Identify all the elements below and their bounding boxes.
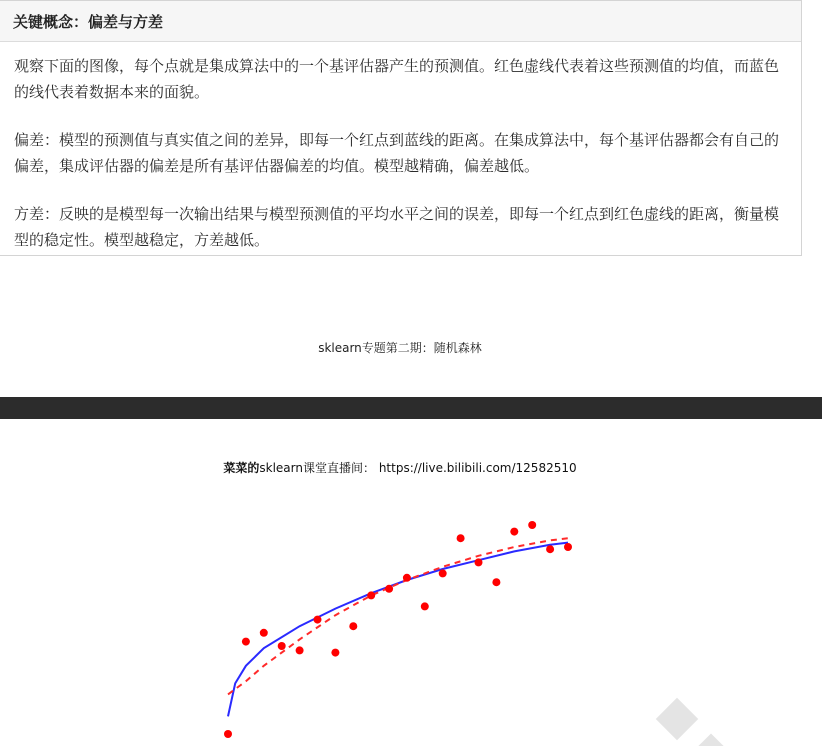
prediction-point [475, 558, 483, 566]
key-concept-title: 关键概念：偏差与方差 [0, 1, 801, 42]
paragraph-variance: 方差：反映的是模型每一次输出结果与模型预测值的平均水平之间的误差，即每一个红点到红色虚线的距离，衡量模型的稳定性。模型越稳定，方差越低。 [14, 205, 780, 249]
live-prefix: 菜菜的 [223, 461, 260, 475]
live-url-link[interactable]: https://live.bilibili.com/12582510 [378, 461, 577, 475]
bias-variance-chart [0, 419, 822, 746]
prediction-point [296, 646, 304, 654]
prediction-point [385, 585, 393, 593]
prediction-point [564, 543, 572, 551]
prediction-point [439, 569, 447, 577]
prediction-point [421, 602, 429, 610]
prediction-point [331, 649, 339, 657]
paragraph-intro: 观察下面的图像，每个点就是集成算法中的一个基评估器产生的预测值。红色虚线代表着这些预测值的均值，而蓝色的线代表着数据本来的面貌。 [14, 57, 780, 101]
prediction-point [224, 730, 232, 738]
prediction-points [224, 521, 572, 738]
key-concept-box [0, 0, 802, 256]
prediction-point [349, 622, 357, 630]
prediction-point [403, 574, 411, 582]
page-separator-bar [0, 397, 822, 419]
mean-curve-red-dashed-line [228, 538, 568, 694]
true-curve-blue-line [228, 543, 568, 717]
prediction-point [546, 545, 554, 553]
prediction-point [492, 578, 500, 586]
slide-footer-title: sklearn专题第二期：随机森林 [318, 341, 482, 355]
paragraph-bias: 偏差：模型的预测值与真实值之间的差异，即每一个红点到蓝线的距离。在集成算法中，每个基评估器都会有自己的偏差，集成评估器的偏差是所有基评估器偏差的均值。模型越精确，偏差越低。 [14, 131, 780, 175]
live-label: sklearn课堂直播间： [259, 461, 375, 475]
prediction-point [510, 528, 518, 536]
prediction-point [314, 616, 322, 624]
prediction-point [242, 638, 250, 646]
key-concept-body [0, 42, 801, 253]
prediction-point [457, 534, 465, 542]
prediction-point [278, 642, 286, 650]
prediction-point [528, 521, 536, 529]
prediction-point [260, 629, 268, 637]
prediction-point [367, 591, 375, 599]
